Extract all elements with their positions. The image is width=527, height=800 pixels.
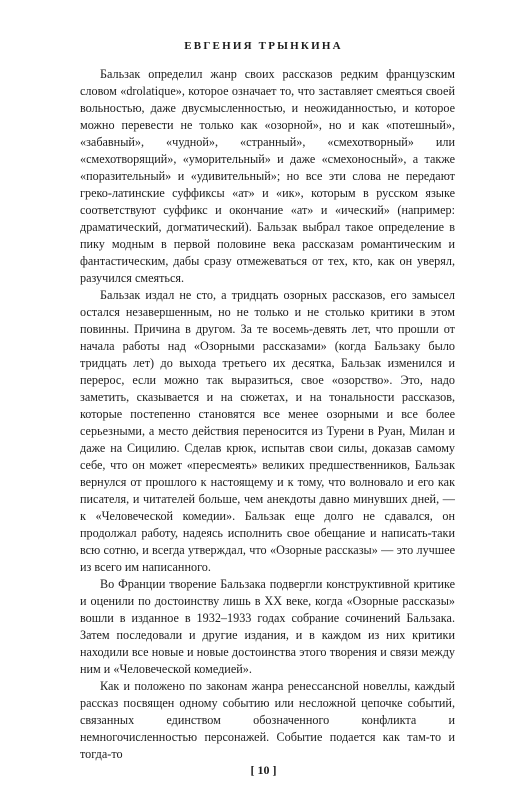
running-head-author: ЕВГЕНИЯ ТРЫНКИНА	[184, 40, 343, 52]
body-text	[80, 66, 455, 763]
page-number: [ 10 ]	[250, 763, 277, 777]
paragraph: Бальзак издал не сто, а тридцать озорных рассказов, его замысел остался незавершенным, но не только и не столько критики в этом повинны. Причина в другом. За те восемь-девять лет, что прошли от начала работы над «Озорными рассказами» (когда Бальзаку было тридцать лет) до выхода третьего их десятка, Бальзак изменился и перерос, если можно так выразиться, свое «озорство». Это, надо заметить, сказывается и на сюжетах, и на тональности рассказов, которые постепенно становятся все менее озорными и все более серьезными, а место действия переносится из Турени в Руан, Милан и даже на Сицилию. Сделав крюк, испытав свои силы, доказав самому себе, что он может «пересмеять» великих предшественников, Бальзак вернулся от прошлого к настоящему и к тому, что волновало и его как писателя, и читателей больше, чем анекдоты давно минувших дней, — к «Человеческой комедии». Бальзак еще долго не сдавался, он продолжал работу, надеясь исполнить свое обещание и написать-таки всю сотню, и всегда утверждал, что «Озорные рассказы» — это лучшее из всего им написанного.	[80, 288, 455, 574]
paragraph: Во Франции творение Бальзака подвергли конструктивной критике и оценили по достоинству лишь в XX веке, когда «Озорные рассказы» вошли в изданное в 1932–1933 годах собрание сочинений Бальзака. Затем последовали и другие издания, и в каждом из них критики находили все новые и новые достоинства этого творения и связи между ним и «Человеческой комедией».	[80, 577, 455, 676]
paragraph: Как и положено по законам жанра ренессансной новеллы, каждый рассказ посвящен одному событию или несложной цепочке событий, связанных единством обозначенного конфликта и немногочисленностью персонажей. Событие подается как там-то и тогда-то	[80, 679, 455, 761]
paragraph: Бальзак определил жанр своих рассказов редким французским словом «drolatique», которое означает то, что заставляет смеяться своей вольностью, даже двусмысленностью, и неожиданностью, и которое можно перевести не только как «озорной», но и как «потешный», «забавный», «чудной», «странный», «смехотворный» или «смехотворящий», «уморительный» и даже «смехоносный», а также «поразительный» и «удивительный»; но все эти слова не передают греко-латинские суффиксы «ат» и «ик», которым в русском языке соответствуют суффикс и окончание «ат» и «ический» (например: драматический, догматический). Бальзак выбрал такое определение в пику модным в первой половине века рассказам романтическим и фантастическим, дабы сразу отмежеваться от тех, кто, как он уверял, разучился смеяться.	[80, 67, 455, 285]
